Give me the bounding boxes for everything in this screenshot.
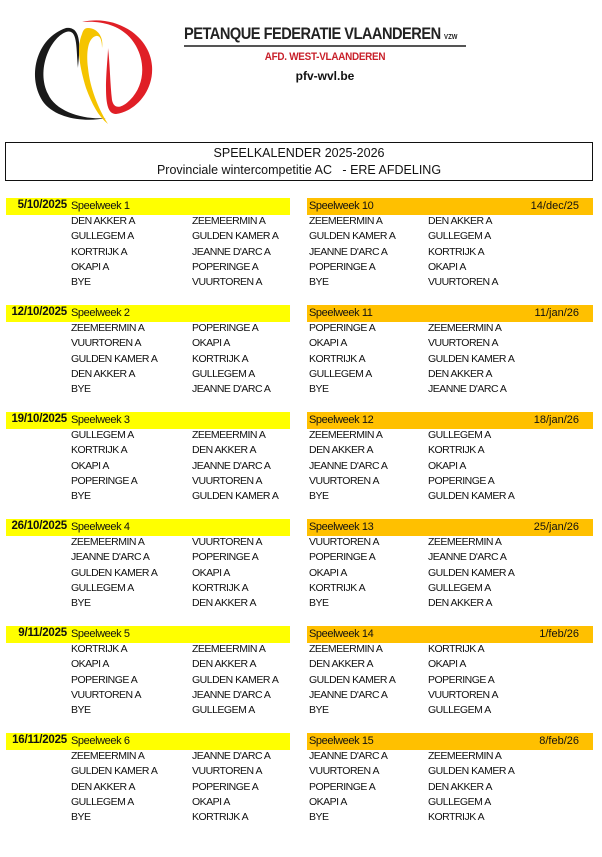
- away-team: DEN AKKER A: [428, 780, 492, 793]
- org-divider: [184, 45, 466, 47]
- home-team: POPERINGE A: [71, 673, 138, 686]
- away-team: VUURTOREN A: [192, 765, 262, 778]
- away-team: JEANNE D'ARC A: [192, 688, 271, 701]
- away-team: VUURTOREN A: [192, 474, 262, 487]
- home-team: BYE: [309, 276, 329, 289]
- round-label: Speelweek 15: [309, 735, 374, 747]
- home-team: OKAPI A: [71, 260, 109, 273]
- round-header-left: [6, 519, 290, 536]
- away-team: JEANNE D'ARC A: [192, 750, 271, 762]
- round-date: 11/jan/26: [534, 307, 579, 319]
- away-team: GULDEN KAMER A: [192, 230, 279, 243]
- round-date: 19/10/2025: [11, 413, 67, 425]
- round-header-left: [6, 198, 290, 215]
- round-header-left: [6, 733, 290, 750]
- away-team: GULDEN KAMER A: [428, 490, 515, 503]
- org-name-text: PETANQUE FEDERATIE VLAANDEREN: [184, 24, 441, 43]
- home-team: JEANNE D'ARC A: [309, 688, 388, 701]
- pfv-logo: [26, 8, 158, 124]
- away-team: GULLEGEM A: [428, 230, 491, 243]
- home-team: ZEEMEERMIN A: [71, 536, 145, 548]
- round-header-right: [307, 626, 593, 643]
- away-team: JEANNE D'ARC A: [428, 383, 507, 396]
- home-team: GULDEN KAMER A: [71, 352, 158, 365]
- round-date: 26/10/2025: [11, 520, 67, 532]
- round-label: Speelweek 3: [71, 414, 130, 426]
- away-team: GULLEGEM A: [428, 704, 491, 717]
- away-team: DEN AKKER A: [428, 367, 492, 380]
- home-team: BYE: [71, 811, 91, 824]
- home-team: JEANNE D'ARC A: [71, 551, 150, 564]
- away-team: KORTRIJK A: [428, 444, 485, 457]
- home-team: VUURTOREN A: [309, 765, 379, 778]
- home-team: ZEEMEERMIN A: [309, 643, 383, 655]
- home-team: OKAPI A: [309, 795, 347, 808]
- round-date: 5/10/2025: [17, 199, 67, 211]
- round-label: Speelweek 11: [309, 307, 373, 319]
- home-team: JEANNE D'ARC A: [309, 245, 388, 258]
- away-team: POPERINGE A: [192, 322, 259, 334]
- away-team: JEANNE D'ARC A: [428, 551, 507, 564]
- round-label: Speelweek 5: [71, 628, 130, 640]
- title-line-2: Provinciale wintercompetitie AC - ERE AFDELING: [156, 163, 442, 177]
- round-label: Speelweek 10: [309, 200, 374, 212]
- away-team: OKAPI A: [428, 260, 466, 273]
- away-team: ZEEMEERMIN A: [428, 536, 502, 548]
- home-team: ZEEMEERMIN A: [309, 429, 383, 441]
- org-header: [184, 24, 466, 83]
- away-team: POPERINGE A: [192, 551, 259, 564]
- away-team: GULLEGEM A: [428, 581, 491, 594]
- home-team: VUURTOREN A: [71, 688, 141, 701]
- home-team: BYE: [309, 383, 329, 396]
- home-team: ZEEMEERMIN A: [309, 215, 383, 227]
- logo-yellow-stroke: [79, 28, 108, 124]
- round-date: 14/dec/25: [530, 200, 579, 212]
- home-team: GULLEGEM A: [309, 367, 372, 380]
- away-team: OKAPI A: [428, 658, 466, 671]
- home-team: GULLEGEM A: [71, 795, 134, 808]
- round-header-left: [6, 305, 290, 322]
- round-label: Speelweek 2: [71, 307, 130, 319]
- away-team: ZEEMEERMIN A: [192, 429, 266, 441]
- away-team: OKAPI A: [192, 337, 230, 350]
- home-team: BYE: [309, 704, 329, 717]
- home-team: BYE: [309, 490, 329, 503]
- home-team: POPERINGE A: [309, 322, 376, 334]
- round-label: Speelweek 1: [71, 200, 130, 212]
- away-team: VUURTOREN A: [428, 688, 498, 701]
- home-team: KORTRIJK A: [309, 352, 366, 365]
- away-team: JEANNE D'ARC A: [192, 459, 271, 472]
- round-header-left: [6, 626, 290, 643]
- home-team: POPERINGE A: [309, 260, 376, 273]
- away-team: ZEEMEERMIN A: [428, 322, 502, 334]
- home-team: BYE: [71, 704, 91, 717]
- away-team: DEN AKKER A: [192, 658, 256, 671]
- round-header-right: [307, 519, 593, 536]
- title-line-1: SPEELKALENDER 2025-2026: [213, 146, 385, 160]
- home-team: DEN AKKER A: [309, 444, 373, 457]
- round-label: Speelweek 13: [309, 521, 374, 533]
- round-header-right: [307, 198, 593, 215]
- home-team: BYE: [309, 597, 329, 610]
- away-team: GULDEN KAMER A: [428, 765, 515, 778]
- away-team: VUURTOREN A: [192, 276, 262, 289]
- round-header-right: [307, 412, 593, 429]
- away-team: OKAPI A: [428, 459, 466, 472]
- round-date: 16/11/2025: [12, 734, 67, 746]
- round-label: Speelweek 12: [309, 414, 374, 426]
- home-team: POPERINGE A: [309, 551, 376, 564]
- home-team: OKAPI A: [309, 566, 347, 579]
- away-team: VUURTOREN A: [192, 536, 262, 548]
- home-team: ZEEMEERMIN A: [71, 322, 145, 334]
- away-team: ZEEMEERMIN A: [192, 643, 266, 655]
- away-team: GULLEGEM A: [428, 429, 491, 441]
- away-team: ZEEMEERMIN A: [428, 750, 502, 762]
- home-team: GULDEN KAMER A: [71, 566, 158, 579]
- away-team: JEANNE D'ARC A: [192, 245, 271, 258]
- away-team: KORTRIJK A: [428, 643, 485, 655]
- away-team: POPERINGE A: [192, 780, 259, 793]
- away-team: VUURTOREN A: [428, 276, 498, 289]
- away-team: VUURTOREN A: [428, 337, 498, 350]
- away-team: KORTRIJK A: [192, 811, 249, 824]
- home-team: GULDEN KAMER A: [71, 765, 158, 778]
- round-date: 12/10/2025: [11, 306, 67, 318]
- away-team: JEANNE D'ARC A: [192, 383, 271, 396]
- home-team: ZEEMEERMIN A: [71, 750, 145, 762]
- org-department: AFD. WEST-VLAANDEREN: [264, 51, 386, 63]
- away-team: GULLEGEM A: [192, 367, 255, 380]
- round-date: 25/jan/26: [533, 521, 579, 533]
- away-team: POPERINGE A: [192, 260, 259, 273]
- home-team: OKAPI A: [71, 658, 109, 671]
- home-team: GULLEGEM A: [71, 429, 134, 441]
- away-team: ZEEMEERMIN A: [192, 215, 266, 227]
- away-team: GULDEN KAMER A: [192, 673, 279, 686]
- away-team: POPERINGE A: [428, 474, 495, 487]
- round-label: Speelweek 4: [71, 521, 130, 533]
- away-team: GULDEN KAMER A: [192, 490, 279, 503]
- home-team: KORTRIJK A: [71, 245, 128, 258]
- away-team: KORTRIJK A: [428, 245, 485, 258]
- home-team: VUURTOREN A: [71, 337, 141, 350]
- away-team: DEN AKKER A: [428, 597, 492, 610]
- home-team: OKAPI A: [71, 459, 109, 472]
- home-team: GULLEGEM A: [71, 230, 134, 243]
- round-label: Speelweek 14: [309, 628, 374, 640]
- home-team: BYE: [71, 383, 91, 396]
- home-team: KORTRIJK A: [71, 444, 128, 457]
- away-team: KORTRIJK A: [192, 352, 249, 365]
- home-team: DEN AKKER A: [71, 215, 135, 227]
- away-team: GULDEN KAMER A: [428, 566, 515, 579]
- round-date: 1/feb/26: [539, 628, 579, 640]
- away-team: POPERINGE A: [428, 673, 495, 686]
- away-team: KORTRIJK A: [428, 811, 485, 824]
- round-header-right: [307, 733, 593, 750]
- away-team: DEN AKKER A: [192, 597, 256, 610]
- home-team: DEN AKKER A: [71, 780, 135, 793]
- away-team: OKAPI A: [192, 795, 230, 808]
- home-team: GULDEN KAMER A: [309, 230, 396, 243]
- home-team: JEANNE D'ARC A: [309, 459, 388, 472]
- home-team: VUURTOREN A: [309, 536, 379, 548]
- away-team: GULLEGEM A: [192, 704, 255, 717]
- away-team: GULDEN KAMER A: [428, 352, 515, 365]
- away-team: DEN AKKER A: [428, 215, 492, 227]
- round-label: Speelweek 6: [71, 735, 130, 747]
- home-team: KORTRIJK A: [309, 581, 366, 594]
- home-team: BYE: [309, 811, 329, 824]
- away-team: GULLEGEM A: [428, 795, 491, 808]
- home-team: POPERINGE A: [71, 474, 138, 487]
- home-team: DEN AKKER A: [71, 367, 135, 380]
- home-team: DEN AKKER A: [309, 658, 373, 671]
- home-team: BYE: [71, 597, 91, 610]
- away-team: OKAPI A: [192, 566, 230, 579]
- round-date: 18/jan/26: [533, 414, 579, 426]
- away-team: KORTRIJK A: [192, 581, 249, 594]
- title-box: [5, 142, 593, 181]
- home-team: GULLEGEM A: [71, 581, 134, 594]
- org-suffix: VZW: [444, 34, 458, 41]
- home-team: OKAPI A: [309, 337, 347, 350]
- round-date: 8/feb/26: [539, 735, 579, 747]
- home-team: POPERINGE A: [309, 780, 376, 793]
- away-team: DEN AKKER A: [192, 444, 256, 457]
- home-team: JEANNE D'ARC A: [309, 750, 388, 762]
- round-header-right: [307, 305, 593, 322]
- home-team: KORTRIJK A: [71, 643, 128, 655]
- round-header-left: [6, 412, 290, 429]
- home-team: VUURTOREN A: [309, 474, 379, 487]
- home-team: GULDEN KAMER A: [309, 673, 396, 686]
- org-website[interactable]: pfv-wvl.be: [295, 69, 355, 83]
- round-date: 9/11/2025: [18, 627, 67, 639]
- home-team: BYE: [71, 490, 91, 503]
- home-team: BYE: [71, 276, 91, 289]
